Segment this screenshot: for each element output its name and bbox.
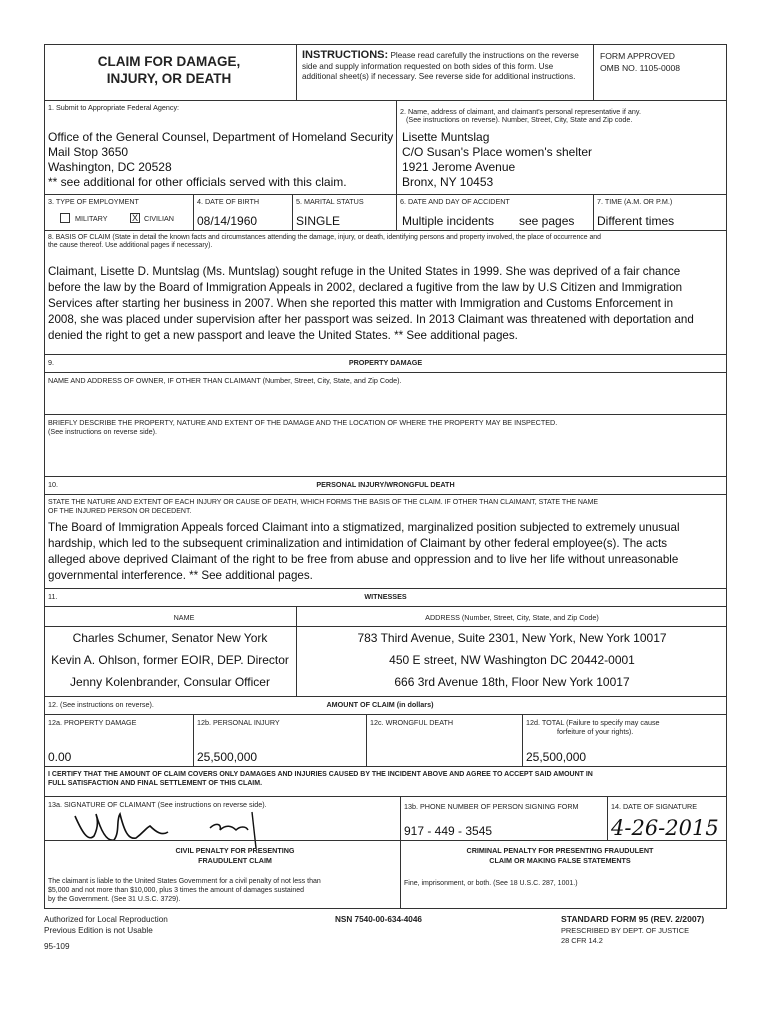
marital-value: SINGLE	[296, 214, 341, 228]
footer-cfr: 28 CFR 14.2	[561, 936, 603, 945]
personal-injury-label: 12b. PERSONAL INJURY	[197, 718, 280, 727]
injury-text	[48, 520, 724, 584]
divider	[44, 414, 727, 415]
agency-line2: Mail Stop 3650	[48, 145, 129, 159]
divider	[44, 606, 727, 607]
divider	[44, 588, 727, 589]
footer-previous-edition: Previous Edition is not Usable	[44, 926, 153, 935]
divider	[193, 194, 194, 230]
divider	[44, 476, 727, 477]
claimant-line4: Bronx, NY 10453	[402, 175, 494, 189]
civilian-check-mark: X	[131, 213, 138, 223]
basis-line5: denied the right to get a new passport and leave the United States. ** See additional pages.	[48, 329, 518, 342]
witness-address-header: ADDRESS (Number, Street, City, State, and Zip Code)	[425, 613, 599, 622]
civil-penalty-title2: FRAUDULENT CLAIM	[198, 856, 272, 865]
civilian-label: CIVILIAN	[144, 214, 174, 223]
total-value: 25,500,000	[526, 750, 587, 764]
basis-text	[48, 264, 724, 344]
divider	[593, 44, 594, 100]
claimant-signature	[70, 802, 270, 850]
property-damage-value: 0.00	[48, 750, 72, 764]
instructions-block	[302, 50, 587, 83]
footer-nsn: NSN 7540-00-634-4046	[335, 915, 422, 924]
divider	[44, 796, 727, 797]
divider	[522, 714, 523, 766]
time-value: Different times	[597, 214, 675, 228]
date-signed-value: 4-26-2015	[611, 816, 719, 840]
divider	[366, 714, 367, 766]
divider	[44, 354, 727, 355]
witness-address-1: 783 Third Avenue, Suite 2301, New York, New York 10017	[357, 631, 667, 645]
divider	[400, 796, 401, 840]
certify-line1: I CERTIFY THAT THE AMOUNT OF CLAIM COVERS ONLY DAMAGES AND INJURIES CAUSED BY THE INCIDENT ABOVE AND AGREE TO ACCEPT SAID AMOUNT IN	[48, 771, 593, 778]
witness-name-2: Kevin A. Ohlson, former EOIR, DEP. Director	[51, 653, 289, 667]
accident-label: 6. DATE AND DAY OF ACCIDENT	[400, 197, 510, 206]
footer-form-code: 95-109	[44, 942, 70, 951]
describe-label2: (See instructions on reverse side).	[48, 427, 158, 436]
injury-line3: alleged above deprived Claimant of the right to be free from abuse and oppression and to live her life without unreasonable	[48, 553, 679, 566]
civil-penalty-text2: $5,000 and not more than $10,000, plus 3 times the amount of damages sustained	[48, 887, 305, 894]
omb-block	[600, 50, 680, 74]
total-label2: forfeiture of your rights).	[557, 727, 634, 736]
personal-injury-value: 25,500,000	[197, 750, 258, 764]
claimant-line2: C/O Susan's Place women's shelter	[402, 145, 592, 159]
basis-label2: the cause thereof. Use additional pages if necessary).	[48, 242, 213, 249]
phone-label: 13b. PHONE NUMBER OF PERSON SIGNING FORM	[404, 802, 579, 811]
civilian-checkbox[interactable]	[130, 213, 140, 223]
owner-label: NAME AND ADDRESS OF OWNER, IF OTHER THAN CLAIMANT (Number, Street, City, State, and Zip Code).	[48, 376, 402, 385]
civil-penalty-text3: by the Government. (See 31 U.S.C. 3729).	[48, 896, 181, 903]
describe-label1: BRIEFLY DESCRIBE THE PROPERTY, NATURE AND EXTENT OF THE DAMAGE AND THE LOCATION OF WHERE THE PROPERTY MAY BE INSPECTED.	[48, 418, 558, 427]
footer-prescribed: PRESCRIBED BY DEPT. OF JUSTICE	[561, 926, 689, 935]
divider	[44, 696, 727, 697]
form-title	[50, 53, 288, 87]
time-label: 7. TIME (A.M. OR P.M.)	[597, 197, 673, 206]
instructions-text: Please read carefully the instructions on the reverse side and supply information requested on both sides of this form. Use additional sheet(s) if necessary. See reverse side for additional instructions.	[302, 51, 579, 81]
divider	[44, 766, 727, 767]
signature-label: 13a. SIGNATURE OF CLAIMANT (See instructions on reverse side).	[48, 800, 267, 809]
dob-value: 08/14/1960	[197, 214, 258, 228]
divider	[400, 840, 401, 909]
basis-line2: before the law by the Board of Immigration Appeals in 2002, declared a fugitive from the law by U.S Citizen and Immigration	[48, 281, 683, 294]
total-label: 12d. TOTAL (Failure to specify may cause	[526, 718, 660, 727]
criminal-penalty-title2: CLAIM OR MAKING FALSE STATEMENTS	[489, 856, 631, 865]
agency-label: 1. Submit to Appropriate Federal Agency:	[48, 103, 180, 112]
property-number: 9.	[48, 358, 54, 367]
injury-label2: OF THE INJURED PERSON OR DECEDENT.	[48, 508, 192, 515]
claimant-label2: (See instructions on reverse). Number, Street, City, State and Zip code.	[406, 115, 633, 124]
form-title-line2: INJURY, OR DEATH	[106, 71, 232, 86]
divider	[44, 494, 727, 495]
divider	[296, 44, 297, 100]
divider	[607, 796, 608, 840]
accident-note: see pages	[519, 214, 575, 228]
agency-line1: Office of the General Counsel, Department of Homeland Security	[48, 130, 394, 144]
divider	[44, 230, 727, 231]
military-label: MILITARY	[75, 214, 108, 223]
divider	[44, 714, 727, 715]
form-approved: FORM APPROVED	[600, 51, 675, 61]
amount-number: 12. (See instructions on reverse).	[48, 700, 154, 709]
witnesses-number: 11.	[48, 592, 58, 601]
claimant-line3: 1921 Jerome Avenue	[402, 160, 516, 174]
witness-name-header: NAME	[173, 613, 195, 622]
footer-standard-form: STANDARD FORM 95 (REV. 2/2007)	[561, 914, 705, 924]
injury-line4: governmental interference. ** See additional pages.	[48, 569, 313, 582]
witness-name-1: Charles Schumer, Senator New York	[72, 631, 268, 645]
phone-value: 917 - 449 - 3545	[404, 824, 493, 838]
witnesses-heading: WITNESSES	[364, 592, 407, 601]
civil-penalty-title1: CIVIL PENALTY FOR PRESENTING	[175, 846, 295, 855]
divider	[593, 194, 594, 230]
footer-reproduction: Authorized for Local Reproduction	[44, 915, 168, 924]
basis-line1: Claimant, Lisette D. Muntslag (Ms. Muntslag) sought refuge in the United States in 1999. She was deprived of a fair chance	[48, 265, 681, 278]
omb-number: OMB NO. 1105-0008	[600, 63, 681, 73]
dob-label: 4. DATE OF BIRTH	[197, 197, 260, 206]
civil-penalty-text1: The claimant is liable to the United States Government for a civil penalty of not less than	[48, 878, 321, 885]
divider	[396, 100, 397, 194]
injury-label1: STATE THE NATURE AND EXTENT OF EACH INJURY OR CAUSE OF DEATH, WHICH FORMS THE BASIS OF THE CLAIM. IF OTHER THAN CLAIMANT, STATE THE NAME	[48, 499, 599, 506]
injury-line2: hardship, which led to the subsequent criminalization and intimidation of Claimant by other federal employee(s). The acts	[48, 537, 668, 550]
basis-line4: 2008, she was placed under supervision after her passport was seized. In 2013 Claimant was threatened with deportation and	[48, 313, 694, 326]
claimant-line1: Lisette Muntslag	[402, 130, 490, 144]
injury-line1: The Board of Immigration Appeals forced Claimant into a stigmatized, marginalized position subjected to extremely unusual	[48, 521, 680, 534]
witness-address-2: 450 E street, NW Washington DC 20442-0001	[389, 653, 635, 667]
form-title-line1: CLAIM FOR DAMAGE,	[97, 54, 241, 69]
injury-heading: PERSONAL INJURY/WRONGFUL DEATH	[316, 480, 455, 489]
divider	[44, 194, 727, 195]
instructions-heading: INSTRUCTIONS:	[302, 49, 389, 61]
basis-line3: Services after starting her business in 2007. When she reported this matter with Immigration and Customs Enforcement in	[48, 297, 674, 310]
agency-line4: ** see additional for other officials served with this claim.	[48, 175, 347, 189]
amount-heading: AMOUNT OF CLAIM (in dollars)	[326, 700, 434, 709]
basis-label1: 8. BASIS OF CLAIM (State in detail the known facts and circumstances attending the damage, injury, or death, identifying persons and property involved, the place of occurrence and	[48, 234, 601, 241]
date-signed-label: 14. DATE OF SIGNATURE	[611, 802, 697, 811]
property-heading: PROPERTY DAMAGE	[348, 358, 423, 367]
injury-number: 10.	[48, 480, 58, 489]
divider	[396, 194, 397, 230]
wrongful-death-label: 12c. WRONGFUL DEATH	[370, 718, 454, 727]
property-damage-label: 12a. PROPERTY DAMAGE	[48, 718, 137, 727]
divider	[44, 372, 727, 373]
divider	[44, 100, 727, 101]
agency-line3: Washington, DC 20528	[48, 160, 172, 174]
divider	[44, 840, 727, 841]
accident-value: Multiple incidents	[402, 214, 495, 228]
witness-name-3: Jenny Kolenbrander, Consular Officer	[70, 675, 270, 689]
criminal-penalty-text: Fine, imprisonment, or both. (See 18 U.S.C. 287, 1001.)	[404, 880, 578, 887]
divider	[292, 194, 293, 230]
certify-line2: FULL SATISFACTION AND FINAL SETTLEMENT OF THIS CLAIM.	[48, 780, 263, 787]
criminal-penalty-title1: CRIMINAL PENALTY FOR PRESENTING FRAUDULENT	[466, 846, 654, 855]
divider	[44, 626, 727, 627]
military-checkbox[interactable]	[60, 213, 70, 223]
divider	[193, 714, 194, 766]
claimant-label1: 2. Name, address of claimant, and claimant's personal representative if any.	[400, 107, 641, 116]
employment-label: 3. TYPE OF EMPLOYMENT	[48, 197, 139, 206]
witness-address-3: 666 3rd Avenue 18th, Floor New York 10017	[394, 675, 630, 689]
marital-label: 5. MARITAL STATUS	[296, 197, 364, 206]
